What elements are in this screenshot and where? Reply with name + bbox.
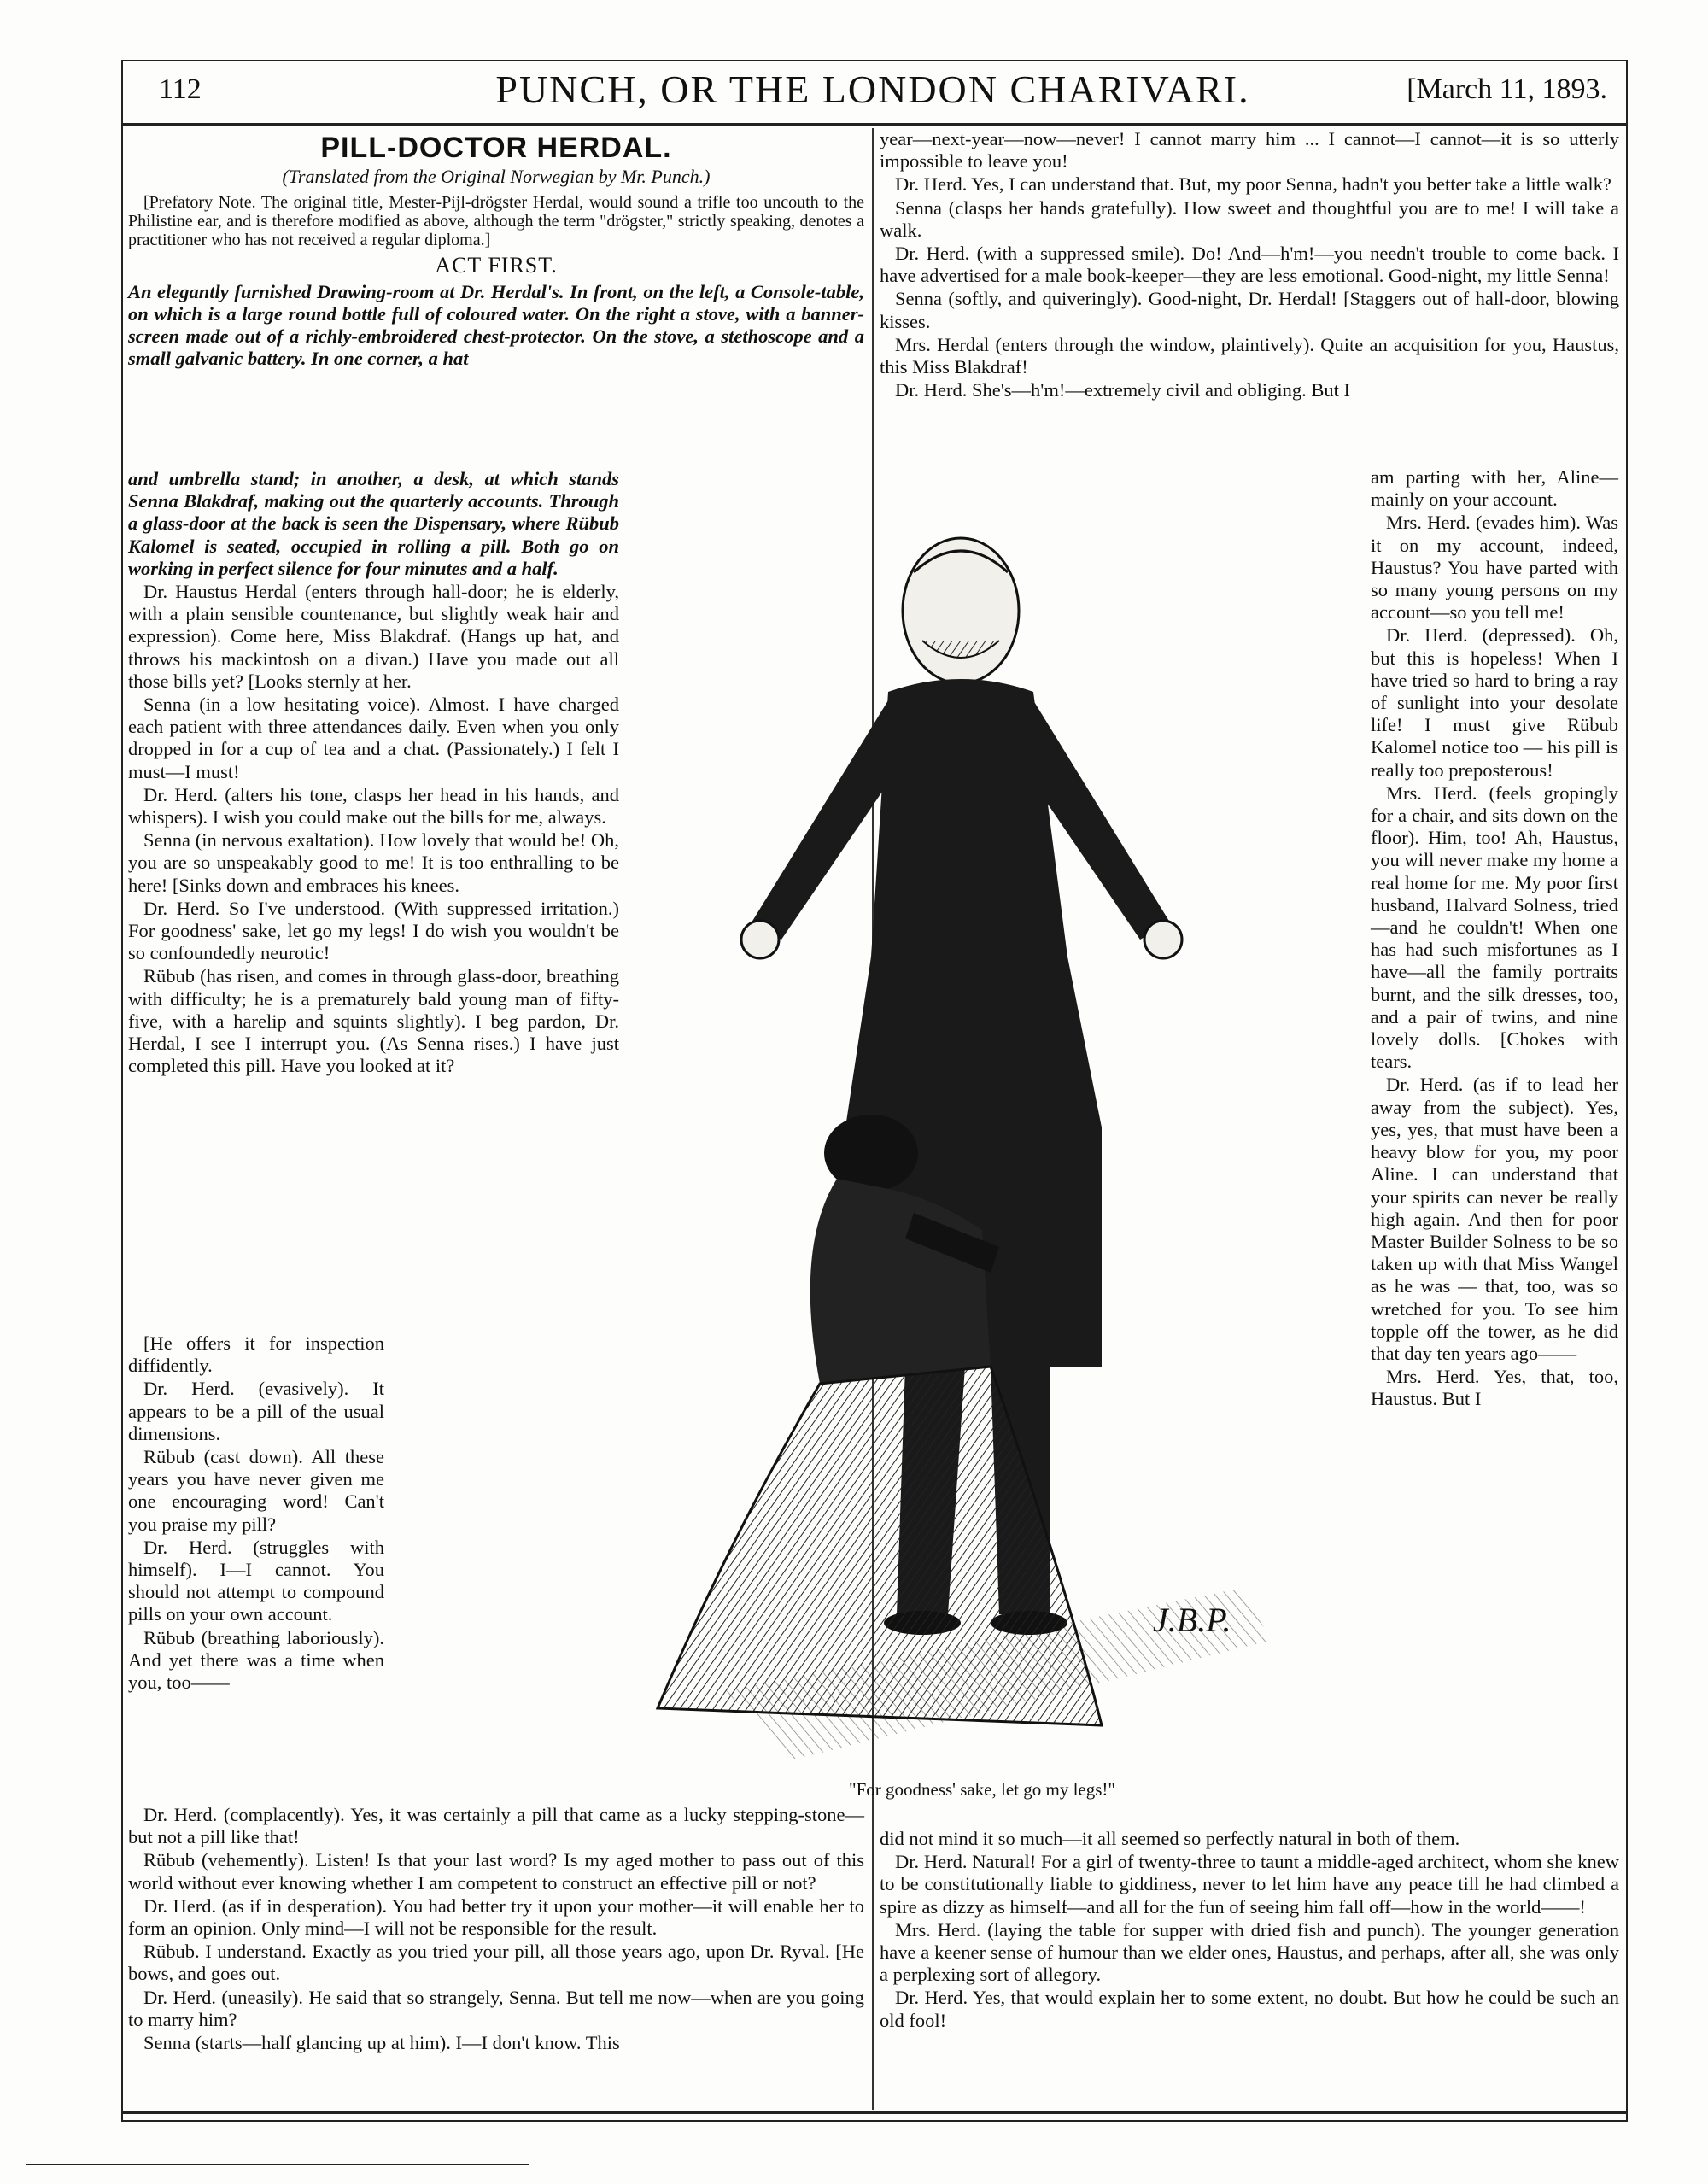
paragraph: Dr. Herd. (struggles with himself). I—I cannot. You should not attempt to compound pills on your own account. — [128, 1536, 384, 1625]
paragraph: Dr. Herd. (as if to lead her away from the subject). Yes, yes, yes, that must have been a heavy blow for you, my poor Aline. I can understand that your spirits can never be really high again. And then for poor Master Builder Solness to be so taken up with that Miss Wangel as he was — that, too, was so wretched for you. To see him topple off the tower, as he did that day ten years ago—— — [1371, 1074, 1618, 1364]
paragraph: did not mind it so much—it all seemed so perfectly natural in both of them. — [880, 1828, 1460, 1849]
paragraph: Mrs. Herdal (enters through the window, plaintively). Quite an acquisition for you, Haustus, this Miss Blakdraf! — [880, 333, 1619, 378]
paragraph: Mrs. Herd. (evades him). Was it on my account, indeed, Haustus? You have parted with so many young persons on my account—so you tell me! — [1371, 512, 1618, 624]
paragraph: Dr. Herd. Natural! For a girl of twenty-three to taunt a middle-aged architect, whom she knew to be constitutionally liable to giddiness, never to let him have any peace till he had climbed a spire as dizzy as himself—and all for the fun of seeing him fall off—how in the world——! — [880, 1851, 1619, 1918]
artist-signature: J.B.P. — [1153, 1601, 1231, 1639]
left-column-middle — [128, 468, 619, 1078]
paragraph: Mrs. Herd. (laying the table for supper with dried fish and punch). The younger generation have a keener sense of humour than we elder ones, Haustus, and perhaps, after all, she was only a perplexing sort of allegory. — [880, 1918, 1619, 1986]
right-column-top — [880, 128, 1619, 402]
paragraph: Rübub. I understand. Exactly as you tried your pill, all those years ago, upon Dr. Ryval. [He bows, and goes out. — [128, 1941, 864, 1985]
article-subtitle: (Translated from the Original Norwegian by Mr. Punch.) — [282, 166, 711, 188]
paragraph: Dr. Herd. She's—h'm!—extremely civil and obliging. But I — [895, 379, 1351, 401]
paragraph: Dr. Haustus Herdal (enters through hall-door; he is elderly, with a plain sensible countenance, but slightly weak hair and expression). Come here, Miss Blakdraf. (Hangs up hat, and throws his mackintosh on a divan.) Have you made out all those bills yet? [Looks sternly at her. — [128, 581, 619, 692]
right-column-narrow — [1371, 466, 1618, 1412]
header-rule — [121, 123, 1628, 126]
paragraph: Rübub (has risen, and comes in through glass-door, breathing with difficulty; he is a prematurely bald young man of fifty-five, with a harelip and squints slightly). I beg pardon, Dr. Herdal, I see I interrupt you. (As Senna rises.) I have just completed this pill. Have you looked at it? — [128, 965, 619, 1077]
paragraph: Dr. Herd. (depressed). Oh, but this is hopeless! When I have tried so hard to bring a ray of sunlight into your desolate life! I must give Rübub Kalomel notice too — his pill is really too preposterous! — [1371, 624, 1618, 781]
paragraph: [He offers it for inspection diffidently. — [128, 1332, 384, 1377]
illustration-caption: "For goodness' sake, let go my legs!" — [849, 1779, 1115, 1800]
right-column-bottom — [880, 1828, 1619, 2033]
paragraph: Dr. Herd. (as if in desperation). You had better try it upon your mother—it will enable her to form an opinion. Only mind—I will not be responsible for the result. — [128, 1894, 864, 1940]
paragraph: Dr. Herd. (complacently). Yes, it was certainly a pill that came as a lucky stepping-stone—but not a pill like that! — [128, 1804, 864, 1848]
paragraph: Dr. Herd. Yes, I can understand that. But, my poor Senna, hadn't you better take a little walk? — [895, 173, 1611, 196]
left-column-bottom — [128, 1804, 864, 2055]
bottom-rule — [121, 2111, 1628, 2114]
paragraph: Rübub (cast down). All these years you have never given me one encouraging word! Can't you praise my pill? — [128, 1446, 384, 1535]
paragraph: Dr. Herd. (evasively). It appears to be a pill of the usual dimensions. — [128, 1378, 384, 1444]
paragraph: and umbrella stand; in another, a desk, at which stands Senna Blakdraf, making out the quarterly accounts. Through a glass-door at the back is seen the Dispensary, where Rübub Kalomel is seated, occupied in rolling a pill. Both go on working in perfect silence for four minutes and a half. — [128, 468, 619, 579]
paragraph: Mrs. Herd. (feels gropingly for a chair, and sits down on the floor). Him, too! Ah, Haustus, you will never make my home a real home for me. My poor first husband, Halvard Solness, tried—and he couldn't! When one has had such misfortunes as I have—all the family portraits burnt, and the silk dresses, too, and a pair of twins, and nine lovely dolls. [Chokes with tears. — [1371, 782, 1618, 1073]
page-number: 112 — [159, 73, 202, 105]
paragraph: Senna (starts—half glancing up at him). I—I don't know. This — [143, 2032, 620, 2054]
paragraph: Rübub (breathing laboriously). And yet there was a time when you, too—— — [128, 1626, 384, 1694]
paragraph: Dr. Herd. So I've understood. (With suppressed irritation.) For goodness' sake, let go my legs! I do wish you wouldn't be so confoundedly neurotic! — [128, 897, 619, 964]
issue-date: [March 11, 1893. — [1407, 73, 1607, 105]
paragraph: An elegantly furnished Drawing-room at Dr. Herdal's. In front, on the left, a Console-table, on which is a large round bottle full of coloured water. On the right a stove, with a banner-screen made out of a richly-embroidered chest-protector. On the stove, a stethoscope and a small galvanic battery. In one corner, a hat — [128, 280, 864, 370]
left-column-top — [128, 128, 864, 371]
masthead: PUNCH, OR THE LONDON CHARIVARI. — [495, 67, 1250, 111]
paragraph: Dr. Herd. (uneasily). He said that so strangely, Senna. But tell me now—when are you going to marry him? — [128, 1986, 864, 2030]
paragraph: Senna (in nervous exaltation). How lovely that would be! Oh, you are so unspeakably good to me! It is too enthralling to be here! [Sinks down and embraces his knees. — [128, 829, 619, 896]
paragraph: Dr. Herd. (with a suppressed smile). Do! And—h'm!—you needn't trouble to come back. I have advertised for a male book-keeper—they are less emotional. Good-night, my little Senna! — [880, 243, 1619, 287]
illustration — [623, 478, 1341, 1777]
paragraph: Dr. Herd. (alters his tone, clasps her head in his hands, and whispers). I wish you could make out the bills for me, always. — [128, 783, 619, 829]
prefatory-note: [Prefatory Note. The original title, Mester-Pijl-drögster Herdal, would sound a trifle too uncouth to the Philistine ear, and is therefore modified as above, although the term "drögster," strictly speaking, denotes a practitioner who has not received a regular diploma.] — [128, 193, 864, 250]
page-header — [121, 67, 1624, 121]
act-heading: ACT FIRST. — [435, 253, 558, 278]
paragraph: Senna (softly, and quiveringly). Good-night, Dr. Herdal! [Staggers out of hall-door, blowing kisses. — [880, 288, 1619, 332]
paragraph: Mrs. Herd. Yes, that, too, Haustus. But I — [1371, 1366, 1618, 1410]
paragraph: am parting with her, Aline—mainly on your account. — [1371, 466, 1618, 511]
footer-rule — [26, 2164, 529, 2165]
paragraph: Rübub (vehemently). Listen! Is that your last word? Is my aged mother to pass out of this world without ever knowing whether I am competent to construct an effective pill or not? — [128, 1849, 864, 1894]
paragraph: Senna (clasps her hands gratefully). How sweet and thoughtful you are to me! I will take a walk. — [880, 196, 1619, 241]
article-title: PILL-DOCTOR HERDAL. — [320, 132, 672, 164]
paragraph: Senna (in a low hesitating voice). Almost. I have charged each patient with three attendances daily. Even when you only dropped in for a cup of tea and a chat. (Passionately.) I felt I must—I must! — [128, 694, 619, 782]
paragraph: Dr. Herd. Yes, that would explain her to some extent, no doubt. But how he could be such an old fool! — [880, 1987, 1619, 2031]
paragraph: year—next-year—now—never! I cannot marry him ... I cannot—I cannot—it is so utterly impossible to leave you! — [880, 128, 1619, 173]
left-column-narrow — [128, 1332, 384, 1695]
